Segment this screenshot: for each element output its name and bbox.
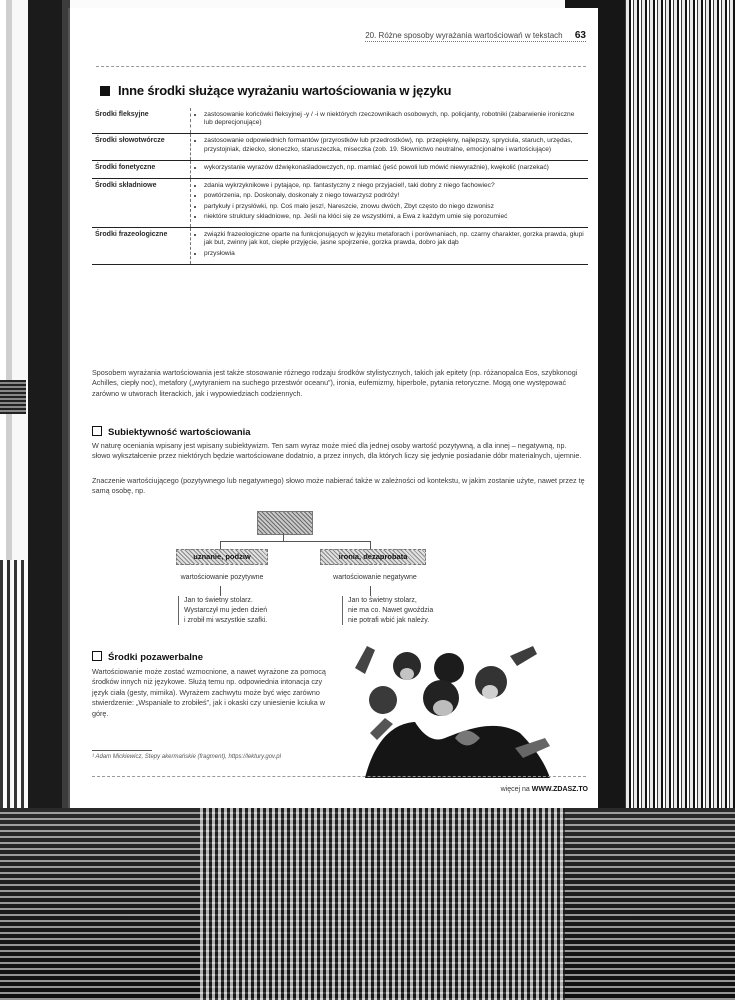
list-item: • wykorzystanie wyrazów dźwiękonaśladowczych, np. mamlać (jeść powoli lub mówić niewyraźnie), kwękolić (narzekać) [204,164,585,172]
example-line: Wystarczył mu jeden dzień [184,606,268,614]
checkbox-bullet-icon [92,651,102,661]
chapter-title: 20. Różne sposoby wyrażania wartościowań w tekstach [365,31,563,40]
footer-divider [92,776,586,777]
section-title-text: Inne środki służące wyrażaniu wartościowania w języku [118,83,452,98]
diagram-connector [220,541,370,542]
book-page [68,8,598,808]
header-divider [96,66,586,67]
square-bullet-icon [100,86,110,96]
list-item: • zdania wykrzyknikowe i pytające, np. fantastyczny z niego przyjaciel!, taki dobry z niego fachowiec? [204,182,585,190]
list-item: • zastosowanie końcówki fleksyjnej -y / -i w niektórych rzeczownikach osobowych, np. policjanty, robotniki (zabarwienie ironiczne lub deprecjonujące) [204,111,585,127]
positive-head: uznanie, podziw [176,549,268,565]
scan-left-mark [0,380,26,414]
positive-example [178,596,294,625]
negative-example [342,596,458,625]
people-photo [345,638,588,778]
list-item: • przysłowia [204,250,585,258]
table-row [92,179,588,228]
row-content [191,134,589,160]
table-row [92,108,588,134]
negative-head: ironia, dezaprobata [320,549,426,565]
stylistic-means-paragraph: Sposobem wyrażania wartościowania jest także stosowanie różnego rodzaju środków stylistycznych, takich jak epitety (np. różanopalca Eos, szybkonogi Achilles, ciepły noc), metafory („wytyraniem na suchego przestwór oceanu”), ironia, eufemizmy, hiperbole, pytania retoryczne. Mogą one występować zarówno w utworach literackich, jak i wypowiedziach codziennych. [92,368,578,398]
nonverbal-heading-text: Środki pozawerbalne [108,652,204,663]
list-item: • partykuły i przysłówki, np. Coś mało jesz!, Nareszcie, znowu dwóch, Zbyt często do niego dzwonisz [204,203,585,211]
example-line: nie potrafi wbić jak należy. [348,616,430,624]
footnote: ¹ Adam Mickiewicz, Stepy akermańskie (fragment), https://lektury.gov.pl [92,754,281,760]
row-name: Środki fonetyczne [92,160,191,178]
diagram-connector [370,586,371,596]
running-head [365,30,586,42]
table-row [92,134,588,160]
subjectivity-heading-text: Subiektywność wartościowania [108,427,251,438]
means-table [92,108,588,265]
positive-label: wartościowanie pozytywne [180,574,264,581]
more-link-prefix: więcej na [500,786,530,793]
example-line: i zrobił mi wszystkie szafki. [184,616,268,624]
row-name: Środki składniowe [92,179,191,228]
list-item: • powtórzenia, np. Doskonały, doskonały z niego towarzysz podróży! [204,192,585,200]
row-content [191,228,589,265]
diagram-connector [283,533,284,541]
row-content [191,160,589,178]
list-item: • zastosowanie odpowiednich formantów (przyrostków lub przedrostków), np. przepiękny, najlepszy, spryciula, staruch, urzędas, przystojniak, dziecko, słoneczko, staruszeczka, miseczka (zob. 19. Słownictwo neutralne, emocjonalne i wartościujące) [204,137,585,153]
diagram-connector [220,586,221,596]
footnote-divider [92,750,152,751]
nonverbal-paragraph: Wartościowanie może zostać wzmocnione, a nawet wyrażone za pomocą środków innych niż językowe. Służą temu np. odpowiednia intonacja czy język ciała (gesty, mimika). Wyrażem zachwytu może być więc zarówno stwierdzenie: „Wspaniale to zrobiłeś”, jak i okaski czy uniesienie kciuka w górę. [92,667,326,718]
subjectivity-heading [92,426,251,438]
more-link[interactable] [501,786,588,793]
example-line: nie ma co. Nawet gwoździa [348,606,434,614]
context-paragraph: Znaczenie wartościującego (pozytywnego lub negatywnego) słowo może nabierać także w zależności od kontekstu, w jakim zostanie użyte, nawet przez tę samą osobę, np. [92,476,585,496]
example-line: Jan to świetny stolarz. [184,597,253,604]
diagram-connector [370,541,371,549]
page-number: 63 [574,30,586,41]
table-row [92,160,588,178]
example-line: Jan to świetny stolarz, [348,597,417,604]
row-name: Środki słowotwórcze [92,134,191,160]
row-content [191,108,589,134]
more-link-url[interactable]: WWW.ZDASZ.TO [531,786,588,793]
diagram-connector [220,541,221,549]
scan-bottom-noise [200,808,565,1000]
checkbox-bullet-icon [92,426,102,436]
people-photo-graphic [345,638,588,778]
list-item: • niektóre struktury składniowe, np. Jeśli na kłóci się ze wszystkimi, a Ewa z każdym umie się porozumieć [204,213,585,221]
row-name: Środki fleksyjne [92,108,191,134]
section-title [100,83,451,98]
subjectivity-paragraph: W naturę oceniania wpisany jest wpisany subiektywizm. Ten sam wyraz może mieć dla jednej osoby wartość pozytywną, a dla innej – negatywną, np. słowo wykształcenie przez niektórych będzie wartościowane dodatnio, a przez innych, dla których liczy się jedynie posiadanie dóbr materialnych, ujemnie. [92,441,582,461]
list-item: • związki frazeologiczne oparte na funkcjonujących w języku metaforach i porównaniach, np. czarny charakter, gorzka prawda, głupi jak but, zwinny jak kot, ciepłe przyjęcie, jasne spojrzenie, gorzka prawda, dobro jak dąb [204,231,585,247]
row-content [191,179,589,228]
negative-label: wartościowanie negatywne [333,574,417,581]
row-name: Środki frazeologiczne [92,228,191,265]
nonverbal-heading [92,651,203,663]
table-row [92,228,588,265]
diagram-root-box [257,511,313,535]
